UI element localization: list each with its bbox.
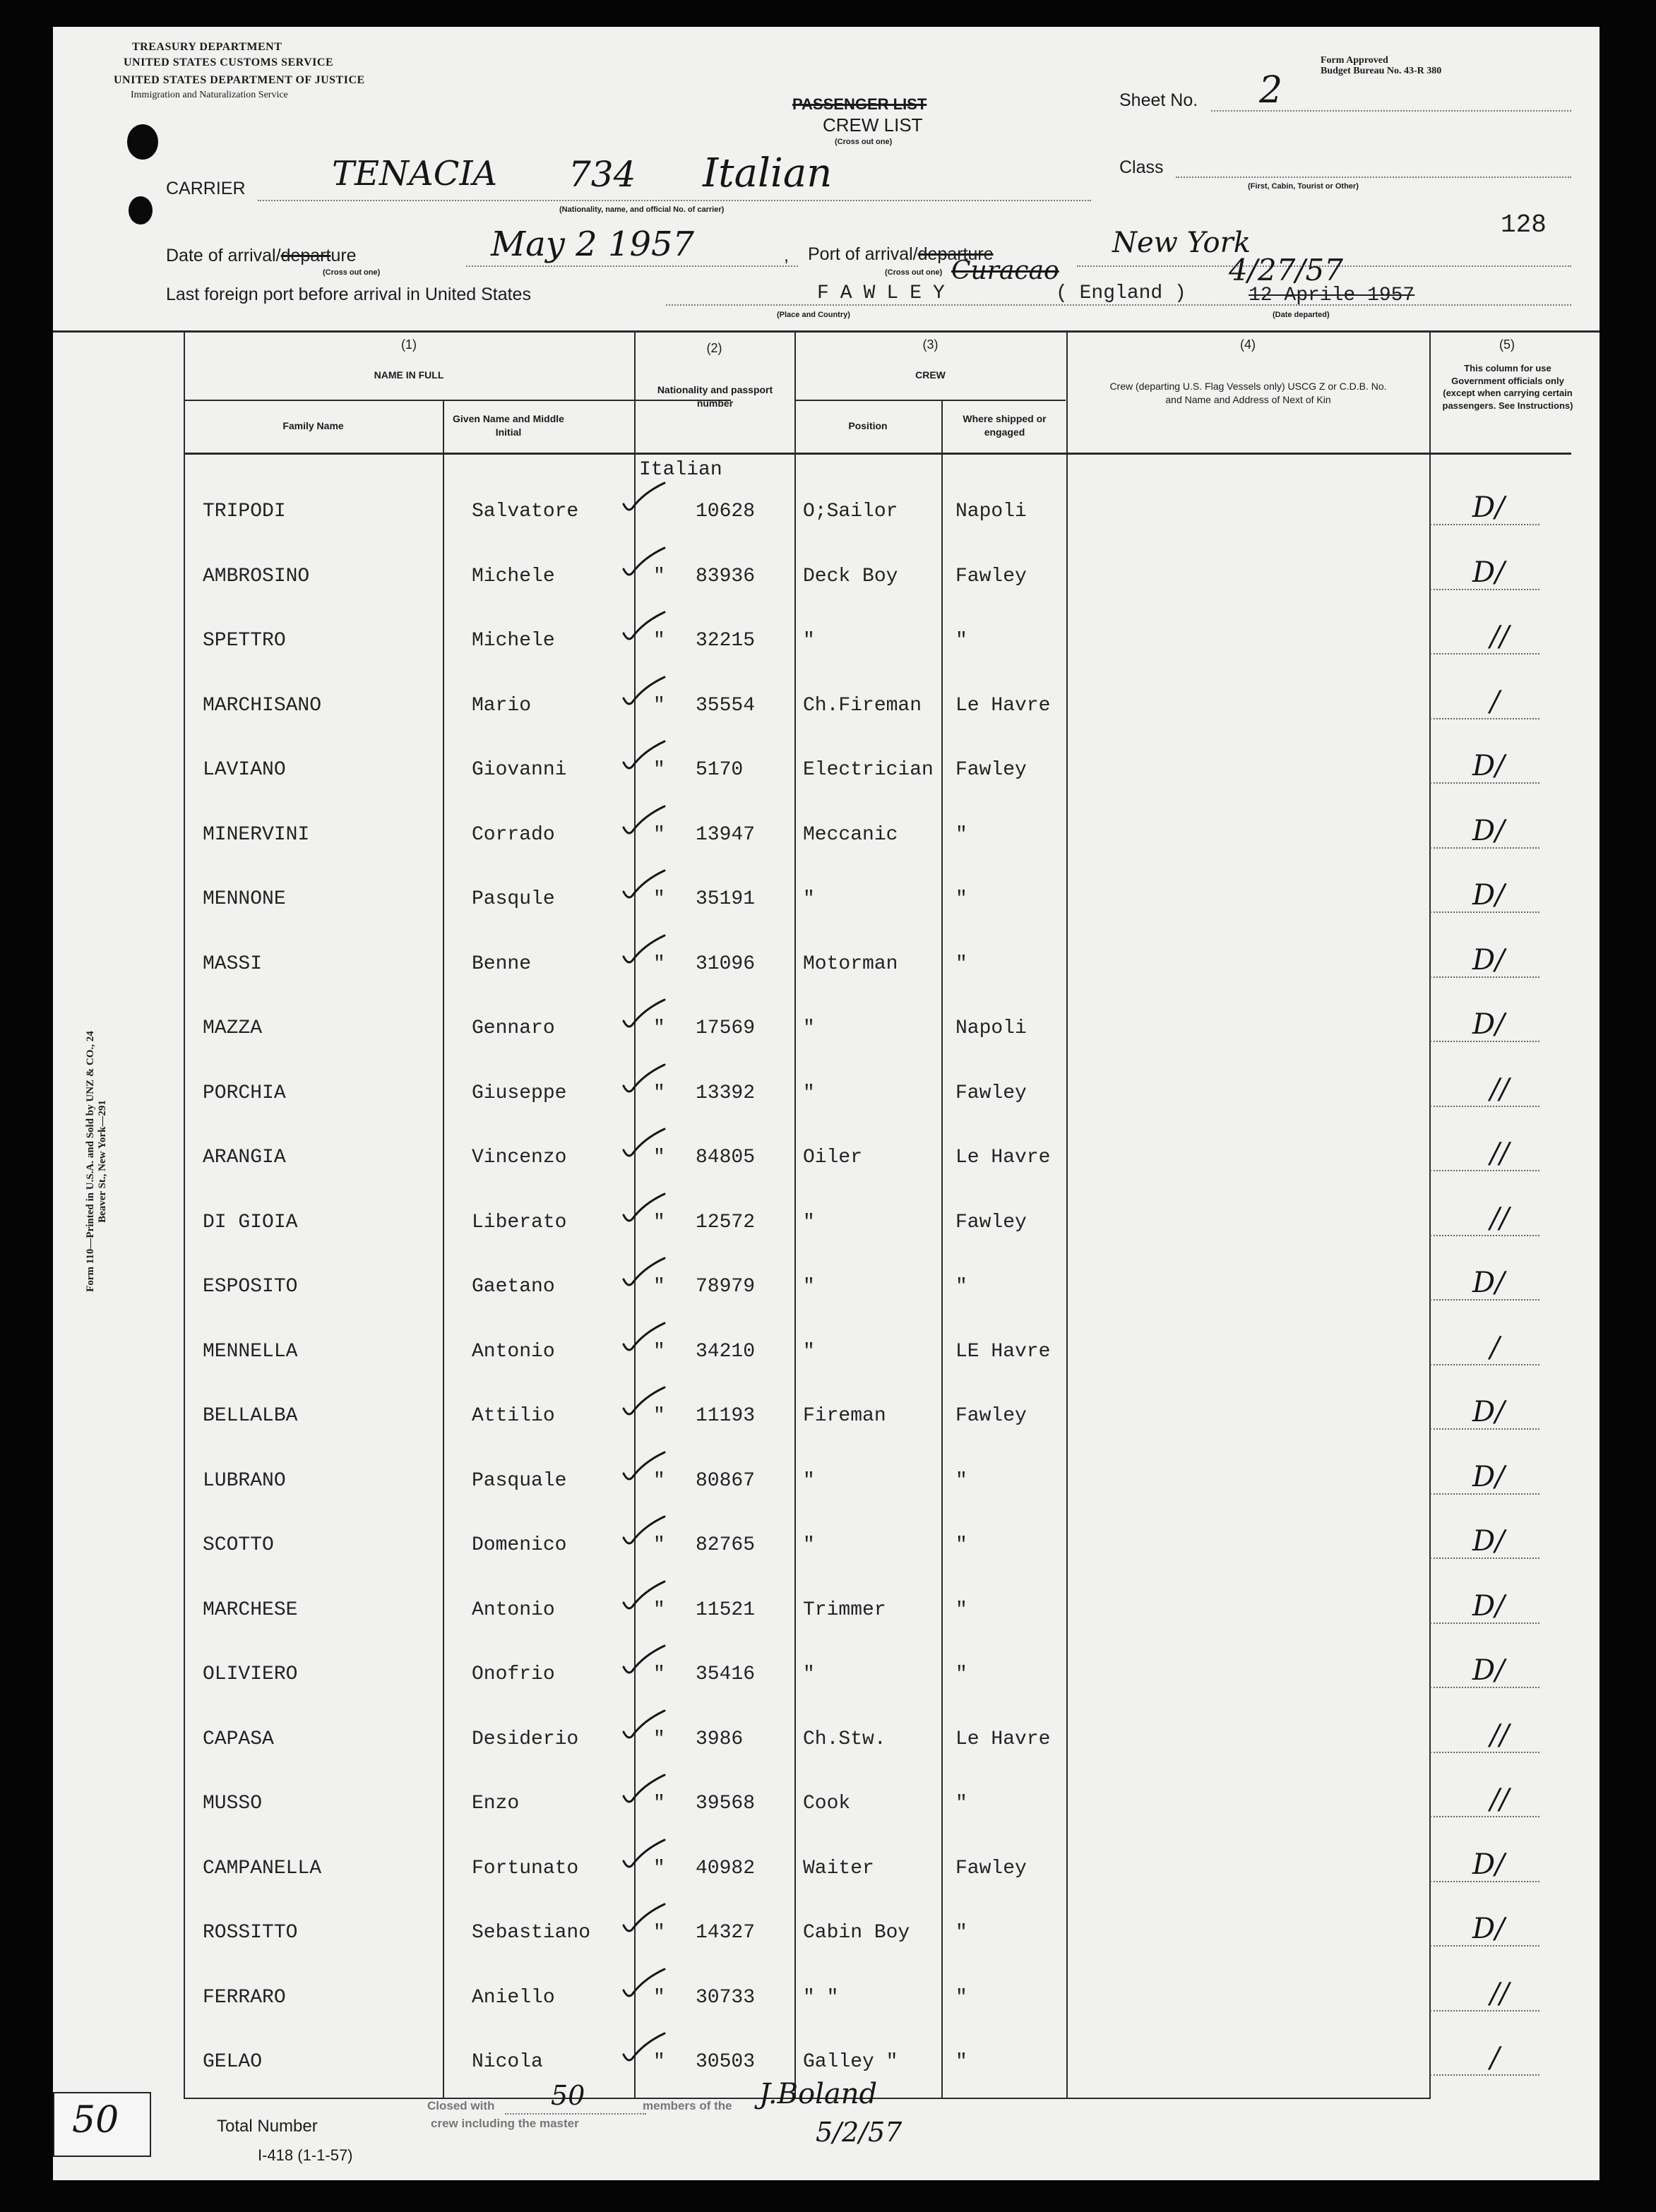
family-name-cell: SCOTTO — [203, 1534, 274, 1556]
carrier-number: 734 — [568, 154, 636, 195]
given-name-cell: Gennaro — [472, 1017, 555, 1039]
passenger-list-struck: PASSENGER LIST — [792, 95, 927, 113]
family-name-cell: MENNELLA — [203, 1340, 298, 1363]
shipped-cell: " — [955, 888, 967, 910]
position-cell: " — [803, 1276, 815, 1298]
family-name-cell: MAZZA — [203, 1017, 263, 1039]
ditto-cell: " — [653, 759, 665, 781]
check-mark-icon — [618, 1966, 667, 2002]
ditto-cell: " — [653, 1211, 665, 1233]
date-departed-caption: (Date departed) — [1273, 311, 1330, 319]
official-mark: D/ — [1472, 556, 1505, 589]
ditto-cell: " — [653, 1728, 665, 1750]
table-row — [53, 751, 1600, 784]
class-label: Class — [1119, 157, 1164, 177]
given-name-cell: Corrado — [472, 823, 555, 846]
total-box — [53, 2092, 151, 2157]
table-row — [53, 1268, 1600, 1301]
total-label: Total Number — [217, 2117, 318, 2136]
official-mark: D/ — [1472, 1460, 1505, 1493]
shipped-cell: Le Havre — [955, 694, 1051, 717]
passport-cell: 13947 — [696, 823, 756, 846]
ditto-cell: " — [653, 2051, 665, 2073]
table-row — [53, 1204, 1600, 1236]
table-row — [53, 493, 1600, 525]
position-cell: O;Sailor — [803, 501, 898, 522]
passport-cell: 84805 — [696, 1147, 756, 1168]
table-row — [53, 1979, 1600, 2011]
carrier-label: CARRIER — [166, 179, 246, 198]
check-mark-icon — [618, 480, 667, 515]
given-name-cell: Sebastiano — [472, 1922, 591, 1944]
col2-number: (2) — [706, 341, 722, 355]
passport-cell: 14327 — [696, 1922, 756, 1944]
passport-cell: 35416 — [696, 1663, 756, 1685]
ditto-cell: " — [653, 1082, 665, 1104]
official-mark: / — [1490, 2042, 1500, 2074]
check-mark-icon — [618, 1901, 667, 1937]
official-mark: // — [1490, 1783, 1509, 1816]
official-mark: D/ — [1472, 1913, 1505, 1945]
check-mark-icon — [618, 1643, 667, 1678]
check-mark-icon — [618, 674, 667, 710]
ditto-cell: " — [653, 823, 665, 846]
position-cell: " — [803, 1340, 815, 1363]
family-name-cell: LAVIANO — [203, 759, 286, 781]
passport-cell: 31096 — [696, 952, 756, 975]
passport-cell: 32215 — [696, 630, 756, 652]
check-mark-icon — [618, 933, 667, 968]
passport-cell: 11521 — [696, 1598, 756, 1621]
shipped-cell: Napoli — [955, 1017, 1027, 1039]
position-cell: " — [803, 1663, 815, 1685]
table-row — [53, 1072, 1600, 1107]
table-row — [53, 1718, 1600, 1753]
official-mark: // — [1490, 1718, 1509, 1752]
given-name-cell: Antonio — [472, 1340, 555, 1363]
given-name-cell: Onofrio — [472, 1663, 555, 1685]
total-box-value: 50 — [72, 2099, 119, 2141]
crew-list-title: CREW LIST — [823, 114, 923, 136]
shipped-cell: " — [955, 1793, 967, 1815]
ditto-cell: " — [653, 1340, 665, 1363]
check-mark-icon — [618, 1449, 667, 1485]
shipped-cell: " — [955, 1663, 967, 1685]
family-name-cell: ARANGIA — [203, 1147, 286, 1168]
position-cell: " " — [803, 1986, 839, 2009]
official-mark: D/ — [1472, 1525, 1505, 1558]
position-cell: " — [803, 1534, 815, 1556]
col5-number: (5) — [1499, 337, 1515, 352]
family-name-cell: LUBRANO — [203, 1469, 286, 1492]
shipped-cell: Le Havre — [955, 1728, 1051, 1750]
family-name-cell: BELLALBA — [203, 1405, 298, 1427]
check-mark-icon — [618, 1837, 667, 1872]
family-name-cell: MINERVINI — [203, 823, 310, 846]
shipped-cell: " — [955, 823, 967, 846]
given-name-cell: Vincenzo — [472, 1147, 567, 1168]
last-port-label: Last foreign port before arrival in United States — [166, 285, 531, 304]
shipped-cell: " — [955, 1534, 967, 1556]
position-cell: Ch.Fireman — [803, 694, 922, 717]
passport-cell: 12572 — [696, 1211, 756, 1233]
shipped-cell: Le Havre — [955, 1147, 1051, 1168]
shipped-cell: LE Havre — [955, 1340, 1051, 1363]
position-cell: " — [803, 630, 815, 652]
official-mark: // — [1490, 1137, 1509, 1170]
ditto-cell: " — [653, 1469, 665, 1492]
family-name-cell: MASSI — [203, 952, 263, 975]
col3-number: (3) — [922, 337, 939, 352]
position-cell: " — [803, 888, 815, 910]
date-label: Date of arrival/departure — [166, 246, 357, 265]
given-name-cell: Giuseppe — [472, 1082, 567, 1104]
where-shipped-header: Where shipped or engaged — [963, 413, 1047, 438]
col5-title: This column for use Government officials only (except when carrying certain passengers. See Instructions) — [1442, 363, 1573, 411]
col3-title: CREW — [915, 369, 946, 381]
official-mark: D/ — [1472, 1848, 1505, 1881]
shipped-cell: Fawley — [955, 1211, 1027, 1233]
passport-cell: 83936 — [696, 565, 756, 587]
form-code: I-418 (1-1-57) — [258, 2146, 353, 2164]
family-name-cell: SPETTRO — [203, 630, 286, 652]
family-name-cell: MUSSO — [203, 1793, 263, 1815]
family-name-cell: OLIVIERO — [203, 1663, 298, 1685]
col4-title: Crew (departing U.S. Flag Vessels only) USCG Z or C.D.B. No. and Name and Address of Next of Kin — [1109, 381, 1387, 405]
ditto-cell: " — [653, 1986, 665, 2009]
position-cell: Cook — [803, 1793, 851, 1815]
last-port-country: ( England ) — [1056, 282, 1186, 304]
last-port-value: FAWLEY — [817, 282, 956, 304]
passport-cell: 30733 — [696, 1986, 756, 2009]
family-name-cell: DI GIOIA — [203, 1211, 298, 1233]
check-mark-icon — [618, 997, 667, 1032]
form-sidebar-text: Form 110—Printed in U.S.A. and Sold by UNZ & CO., 24 Beaver St., New York—291 — [85, 1031, 108, 1292]
ditto-cell: " — [653, 1534, 665, 1556]
position-cell: Meccanic — [803, 823, 898, 846]
check-mark-icon — [618, 1320, 667, 1356]
budget-bureau: Budget Bureau No. 43-R 380 — [1321, 66, 1442, 76]
shipped-cell: " — [955, 1922, 967, 1944]
port-value: New York — [1112, 227, 1251, 259]
official-mark: / — [1490, 1331, 1500, 1364]
dept-line-4: Immigration and Naturalization Service — [131, 90, 288, 100]
passport-cell: 3986 — [696, 1728, 744, 1750]
position-cell: Deck Boy — [803, 565, 898, 587]
passport-cell: 34210 — [696, 1340, 756, 1363]
punch-hole — [129, 196, 153, 225]
passport-cell: 78979 — [696, 1276, 756, 1298]
given-name-cell: Gaetano — [472, 1276, 555, 1298]
official-mark: D/ — [1472, 879, 1505, 911]
given-name-cell: Pasqule — [472, 888, 555, 910]
shipped-cell: Fawley — [955, 759, 1027, 781]
check-mark-icon — [618, 1255, 667, 1291]
check-mark-icon — [618, 2031, 667, 2066]
position-cell: Waiter — [803, 1857, 874, 1879]
position-cell: " — [803, 1017, 815, 1039]
ditto-cell: " — [653, 1857, 665, 1879]
check-mark-icon — [618, 1062, 667, 1097]
shipped-cell: Fawley — [955, 1082, 1027, 1104]
family-name-cell: MENNONE — [203, 888, 286, 910]
family-name-header: Family Name — [282, 420, 344, 431]
official-mark: // — [1490, 1977, 1509, 2010]
given-name-cell: Benne — [472, 952, 532, 975]
family-name-cell: ROSSITTO — [203, 1922, 298, 1944]
position-header: Position — [848, 420, 888, 431]
check-mark-icon — [618, 803, 667, 839]
dept-line-3: UNITED STATES DEPARTMENT OF JUSTICE — [114, 74, 365, 86]
passport-cell: 40982 — [696, 1857, 756, 1879]
comma: , — [784, 246, 789, 265]
carrier-nationality: Italian — [703, 150, 833, 196]
ditto-cell: " — [653, 1147, 665, 1168]
official-mark: D/ — [1472, 1267, 1505, 1299]
passport-cell: 35191 — [696, 888, 756, 910]
closed-with-2: members of the — [643, 2099, 732, 2112]
signature: J.Boland — [759, 2078, 878, 2110]
passport-cell: 11193 — [696, 1405, 756, 1427]
check-mark-icon — [618, 545, 667, 580]
shipped-cell: " — [955, 1986, 967, 2009]
ditto-cell: " — [653, 1405, 665, 1427]
last-port-caption: (Place and Country) — [777, 311, 850, 319]
position-cell: Oiler — [803, 1147, 863, 1168]
ditto-cell: " — [653, 888, 665, 910]
official-mark: D/ — [1472, 943, 1505, 976]
official-mark: // — [1490, 1202, 1509, 1235]
shipped-cell: " — [955, 1469, 967, 1492]
check-mark-icon — [618, 1191, 667, 1226]
nationality-header: Italian — [639, 459, 722, 481]
family-name-cell: MARCHESE — [203, 1598, 298, 1621]
family-name-cell: GELAO — [203, 2051, 263, 2073]
official-mark: / — [1490, 685, 1500, 718]
ditto-cell: " — [653, 630, 665, 652]
given-name-header: Given Name and Middle Initial — [453, 413, 564, 438]
table-row — [53, 1526, 1600, 1559]
given-name-cell: Salvatore — [472, 501, 579, 522]
shipped-cell: " — [955, 1598, 967, 1621]
port-struck-value: Curacao — [951, 256, 1059, 285]
dept-line-2: UNITED STATES CUSTOMS SERVICE — [124, 56, 334, 68]
ditto-cell: " — [653, 1017, 665, 1039]
table-row — [53, 1850, 1600, 1882]
port-caption: (Cross out one) — [885, 268, 943, 277]
closed-with-1: Closed with — [427, 2099, 495, 2112]
table-row — [53, 1397, 1600, 1430]
given-name-cell: Enzo — [472, 1793, 520, 1815]
check-mark-icon — [618, 609, 667, 645]
passport-cell: 35554 — [696, 694, 756, 717]
given-name-cell: Pasquale — [472, 1469, 567, 1492]
passport-cell: 80867 — [696, 1469, 756, 1492]
table-row — [53, 880, 1600, 913]
check-mark-icon — [618, 1772, 667, 1807]
given-name-cell: Mario — [472, 694, 532, 717]
family-name-cell: CAPASA — [203, 1728, 274, 1750]
table-row — [53, 622, 1600, 654]
carrier-caption: (Nationality, name, and official No. of carrier) — [559, 205, 725, 214]
date-departed-value: 12 Aprile 1957 — [1249, 285, 1415, 306]
table-row — [53, 816, 1600, 849]
given-name-cell: Antonio — [472, 1598, 555, 1621]
shipped-cell: Fawley — [955, 1857, 1027, 1879]
official-mark: D/ — [1472, 491, 1505, 524]
port-date-handwritten: 4/27/57 — [1229, 253, 1343, 287]
family-name-cell: CAMPANELLA — [203, 1857, 322, 1879]
date-caption: (Cross out one) — [323, 268, 381, 277]
signature-date: 5/2/57 — [816, 2117, 903, 2148]
sheet-value: 2 — [1259, 69, 1283, 112]
check-mark-icon — [618, 868, 667, 903]
table-row — [53, 1591, 1600, 1624]
position-cell: Motorman — [803, 952, 898, 975]
position-cell: Galley " — [803, 2051, 898, 2073]
passport-cell: 39568 — [696, 1793, 756, 1815]
sheet-label: Sheet No. — [1119, 90, 1198, 110]
table-row — [53, 1462, 1600, 1495]
page-number: 128 — [1501, 210, 1547, 239]
table-row — [53, 1785, 1600, 1817]
table-row — [53, 2043, 1600, 2076]
crew-list-document — [53, 27, 1600, 2180]
form-approved: Form Approved — [1321, 55, 1388, 66]
official-mark: D/ — [1472, 814, 1505, 847]
ditto-cell: " — [653, 1793, 665, 1815]
given-name-cell: Michele — [472, 565, 555, 587]
official-mark: // — [1490, 621, 1509, 653]
given-name-cell: Domenico — [472, 1534, 567, 1556]
table-row — [53, 687, 1600, 719]
passport-cell: 13392 — [696, 1082, 756, 1104]
check-mark-icon — [618, 1514, 667, 1549]
given-name-cell: Attilio — [472, 1405, 555, 1427]
shipped-cell: " — [955, 952, 967, 975]
ditto-cell: " — [653, 952, 665, 975]
family-name-cell: MARCHISANO — [203, 694, 322, 717]
position-cell: " — [803, 1211, 815, 1233]
official-mark: D/ — [1472, 1654, 1505, 1687]
passport-cell: 17569 — [696, 1017, 756, 1039]
check-mark-icon — [618, 1126, 667, 1161]
table-row — [53, 1139, 1600, 1171]
table-row — [53, 945, 1600, 978]
given-name-cell: Michele — [472, 630, 555, 652]
carrier-name: TENACIA — [332, 154, 498, 193]
table-row — [53, 558, 1600, 590]
table-row — [53, 1010, 1600, 1042]
class-caption: (First, Cabin, Tourist or Other) — [1248, 182, 1359, 191]
passport-cell: 5170 — [696, 759, 744, 781]
position-cell: " — [803, 1469, 815, 1492]
check-mark-icon — [618, 739, 667, 774]
position-cell: Trimmer — [803, 1598, 886, 1621]
ditto-cell: " — [653, 565, 665, 587]
closed-count: 50 — [551, 2080, 585, 2111]
ditto-cell: " — [653, 1922, 665, 1944]
official-mark: D/ — [1472, 1396, 1505, 1428]
ditto-cell: " — [653, 1276, 665, 1298]
family-name-cell: FERRARO — [203, 1986, 286, 2009]
port-label: Port of arrival/departure — [808, 244, 994, 264]
position-cell: Ch.Stw. — [803, 1728, 886, 1750]
family-name-cell: PORCHIA — [203, 1082, 286, 1104]
closed-with-3: crew including the master — [431, 2117, 579, 2130]
shipped-cell: Napoli — [955, 501, 1027, 522]
col1-title: NAME IN FULL — [374, 369, 444, 381]
cross-out-caption: (Cross out one) — [835, 138, 893, 146]
official-mark: D/ — [1472, 1008, 1505, 1041]
col2-title: Nationality and passport number — [657, 384, 773, 409]
col4-number: (4) — [1240, 337, 1256, 352]
given-name-cell: Giovanni — [472, 759, 567, 781]
position-cell: " — [803, 1082, 815, 1104]
given-name-cell: Aniello — [472, 1986, 555, 2009]
table-row — [53, 1333, 1600, 1365]
given-name-cell: Fortunato — [472, 1857, 579, 1879]
shipped-cell: " — [955, 2051, 967, 2073]
official-mark: // — [1490, 1072, 1509, 1106]
ditto-cell: " — [653, 694, 665, 717]
passport-cell: 10628 — [696, 501, 756, 522]
date-value: May 2 1957 — [491, 225, 695, 264]
given-name-cell: Nicola — [472, 2051, 543, 2073]
position-cell: Cabin Boy — [803, 1922, 910, 1944]
family-name-cell: AMBROSINO — [203, 565, 310, 587]
punch-hole — [127, 124, 158, 160]
passport-cell: 30503 — [696, 2051, 756, 2073]
table-row — [53, 1656, 1600, 1688]
shipped-cell: Fawley — [955, 1405, 1027, 1427]
passport-cell: 82765 — [696, 1534, 756, 1556]
given-name-cell: Desiderio — [472, 1728, 579, 1750]
table-row — [53, 1914, 1600, 1947]
given-name-cell: Liberato — [472, 1211, 567, 1233]
ditto-cell: " — [653, 1663, 665, 1685]
ditto-cell: " — [653, 1598, 665, 1621]
check-mark-icon — [618, 1579, 667, 1614]
official-mark: D/ — [1472, 1589, 1505, 1622]
shipped-cell: Fawley — [955, 565, 1027, 587]
position-cell: Electrician — [803, 759, 934, 781]
check-mark-icon — [618, 1385, 667, 1420]
dept-line-1: TREASURY DEPARTMENT — [132, 41, 282, 53]
shipped-cell: " — [955, 630, 967, 652]
shipped-cell: " — [955, 1276, 967, 1298]
family-name-cell: ESPOSITO — [203, 1276, 298, 1298]
position-cell: Fireman — [803, 1405, 886, 1427]
family-name-cell: TRIPODI — [203, 501, 286, 522]
col1-number: (1) — [401, 337, 417, 352]
check-mark-icon — [618, 1708, 667, 1743]
official-mark: D/ — [1472, 750, 1505, 782]
